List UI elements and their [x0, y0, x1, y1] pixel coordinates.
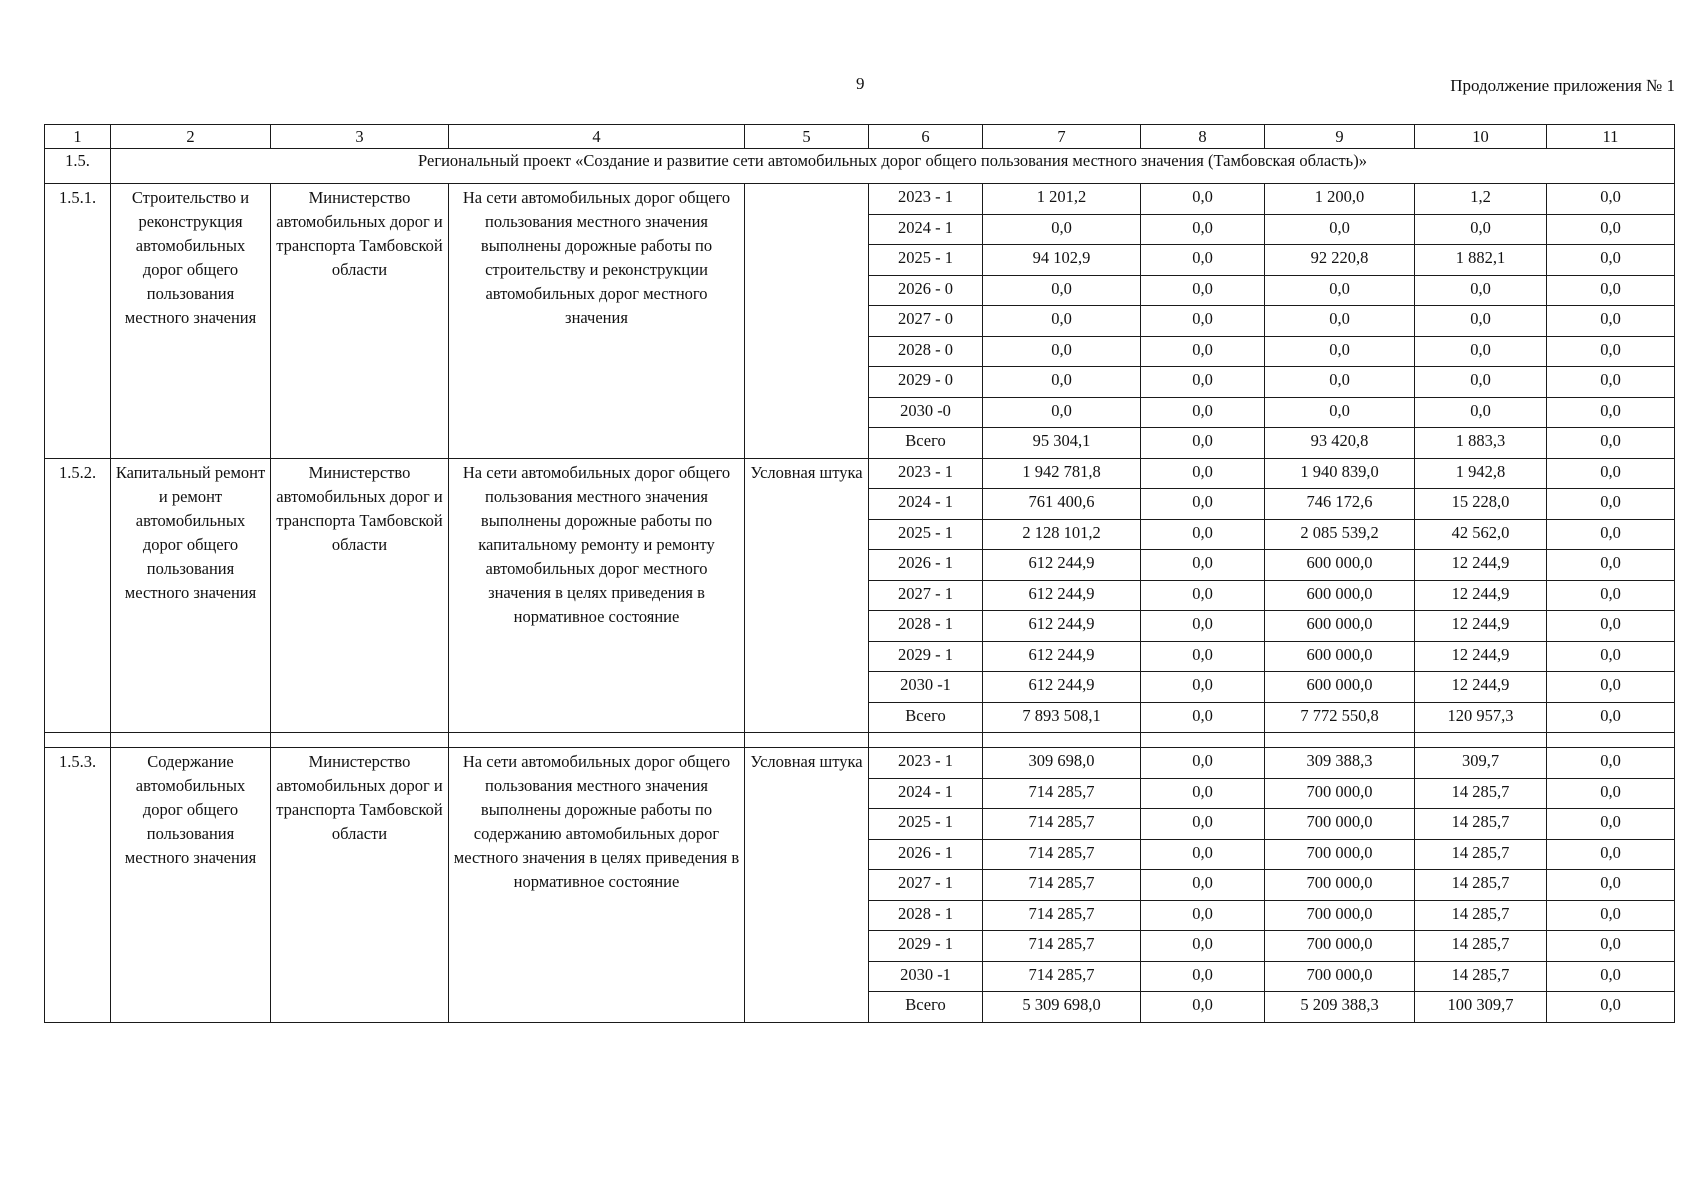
regional-cell: 0,0	[1265, 336, 1415, 367]
total-cell: 0,0	[983, 397, 1141, 428]
section-result: На сети автомобильных дорог общего пользования местного значения выполнены дорожные работы по капитальному ремонту и ремонту автомобильных дорог местного значения в целях приведения в нормативное состояние	[449, 458, 745, 733]
regional-cell: 1 200,0	[1265, 184, 1415, 215]
total-cell: 1 201,2	[983, 184, 1141, 215]
regional-cell: 600 000,0	[1265, 580, 1415, 611]
project-code: 1.5.	[45, 149, 111, 184]
total-cell: 1 942 781,8	[983, 458, 1141, 489]
year-cell: 2025 - 1	[869, 809, 983, 840]
year-cell: 2024 - 1	[869, 214, 983, 245]
other-cell: 0,0	[1547, 519, 1675, 550]
local-cell: 42 562,0	[1415, 519, 1547, 550]
section-result: На сети автомобильных дорог общего пользования местного значения выполнены дорожные работы по строительству и реконструкции автомобильных дорог местного значения	[449, 184, 745, 459]
year-cell: 2025 - 1	[869, 519, 983, 550]
other-cell: 0,0	[1547, 245, 1675, 276]
local-cell: 1 942,8	[1415, 458, 1547, 489]
other-cell: 0,0	[1547, 550, 1675, 581]
year-cell: Всего	[869, 702, 983, 733]
column-number: 7	[983, 125, 1141, 149]
local-cell: 12 244,9	[1415, 641, 1547, 672]
year-cell: 2024 - 1	[869, 778, 983, 809]
year-cell: 2030 -1	[869, 961, 983, 992]
local-cell: 14 285,7	[1415, 870, 1547, 901]
regional-cell: 309 388,3	[1265, 748, 1415, 779]
total-cell: 0,0	[983, 275, 1141, 306]
year-cell: 2023 - 1	[869, 184, 983, 215]
regional-cell: 1 940 839,0	[1265, 458, 1415, 489]
federal-cell: 0,0	[1141, 641, 1265, 672]
local-cell: 1,2	[1415, 184, 1547, 215]
regional-cell: 700 000,0	[1265, 778, 1415, 809]
total-cell: 7 893 508,1	[983, 702, 1141, 733]
regional-cell: 0,0	[1265, 275, 1415, 306]
total-cell: 309 698,0	[983, 748, 1141, 779]
continuation-title: Продолжение приложения № 1	[1450, 76, 1675, 95]
local-cell: 309,7	[1415, 748, 1547, 779]
federal-cell: 0,0	[1141, 931, 1265, 962]
section-unit: Условная штука	[745, 458, 869, 733]
regional-cell: 600 000,0	[1265, 611, 1415, 642]
section-name: Содержание автомобильных дорог общего пользования местного значения	[111, 748, 271, 1023]
federal-cell: 0,0	[1141, 519, 1265, 550]
other-cell: 0,0	[1547, 900, 1675, 931]
federal-cell: 0,0	[1141, 184, 1265, 215]
federal-cell: 0,0	[1141, 336, 1265, 367]
federal-cell: 0,0	[1141, 870, 1265, 901]
federal-cell: 0,0	[1141, 214, 1265, 245]
year-cell: 2028 - 1	[869, 611, 983, 642]
federal-cell: 0,0	[1141, 275, 1265, 306]
regional-cell: 700 000,0	[1265, 961, 1415, 992]
regional-cell: 92 220,8	[1265, 245, 1415, 276]
total-cell: 0,0	[983, 306, 1141, 337]
federal-cell: 0,0	[1141, 672, 1265, 703]
local-cell: 14 285,7	[1415, 778, 1547, 809]
year-cell: 2029 - 1	[869, 931, 983, 962]
section-name: Капитальный ремонт и ремонт автомобильных дорог общего пользования местного значения	[111, 458, 271, 733]
total-cell: 714 285,7	[983, 931, 1141, 962]
regional-cell: 700 000,0	[1265, 809, 1415, 840]
page-number: 9	[856, 74, 865, 93]
local-cell: 0,0	[1415, 367, 1547, 398]
regional-cell: 5 209 388,3	[1265, 992, 1415, 1023]
year-cell: 2026 - 0	[869, 275, 983, 306]
spacer-cell	[983, 733, 1141, 748]
year-cell: 2030 -1	[869, 672, 983, 703]
column-number: 2	[111, 125, 271, 149]
column-number: 10	[1415, 125, 1547, 149]
year-cell: 2025 - 1	[869, 245, 983, 276]
total-cell: 612 244,9	[983, 641, 1141, 672]
federal-cell: 0,0	[1141, 580, 1265, 611]
spacer-cell	[449, 733, 745, 748]
local-cell: 0,0	[1415, 397, 1547, 428]
total-cell: 612 244,9	[983, 580, 1141, 611]
other-cell: 0,0	[1547, 778, 1675, 809]
year-cell: 2029 - 1	[869, 641, 983, 672]
total-cell: 5 309 698,0	[983, 992, 1141, 1023]
federal-cell: 0,0	[1141, 367, 1265, 398]
regional-cell: 746 172,6	[1265, 489, 1415, 520]
total-cell: 714 285,7	[983, 839, 1141, 870]
spacer-cell	[1141, 733, 1265, 748]
federal-cell: 0,0	[1141, 900, 1265, 931]
federal-cell: 0,0	[1141, 550, 1265, 581]
year-cell: 2030 -0	[869, 397, 983, 428]
federal-cell: 0,0	[1141, 489, 1265, 520]
other-cell: 0,0	[1547, 809, 1675, 840]
federal-cell: 0,0	[1141, 961, 1265, 992]
row-spacer	[45, 733, 1675, 748]
column-number: 1	[45, 125, 111, 149]
local-cell: 0,0	[1415, 275, 1547, 306]
local-cell: 14 285,7	[1415, 961, 1547, 992]
section-code: 1.5.3.	[45, 748, 111, 1023]
total-cell: 0,0	[983, 367, 1141, 398]
other-cell: 0,0	[1547, 489, 1675, 520]
section-name: Строительство и реконструкция автомобильных дорог общего пользования местного значения	[111, 184, 271, 459]
local-cell: 14 285,7	[1415, 900, 1547, 931]
other-cell: 0,0	[1547, 306, 1675, 337]
section-result: На сети автомобильных дорог общего пользования местного значения выполнены дорожные работы по содержанию автомобильных дорог местного значения в целях приведения в нормативное состояние	[449, 748, 745, 1023]
other-cell: 0,0	[1547, 992, 1675, 1023]
local-cell: 12 244,9	[1415, 550, 1547, 581]
column-number: 6	[869, 125, 983, 149]
local-cell: 12 244,9	[1415, 580, 1547, 611]
local-cell: 0,0	[1415, 214, 1547, 245]
other-cell: 0,0	[1547, 397, 1675, 428]
column-number: 11	[1547, 125, 1675, 149]
federal-cell: 0,0	[1141, 839, 1265, 870]
federal-cell: 0,0	[1141, 748, 1265, 779]
regional-cell: 700 000,0	[1265, 870, 1415, 901]
column-number: 5	[745, 125, 869, 149]
spacer-cell	[745, 733, 869, 748]
total-cell: 714 285,7	[983, 870, 1141, 901]
local-cell: 1 883,3	[1415, 428, 1547, 459]
local-cell: 12 244,9	[1415, 611, 1547, 642]
other-cell: 0,0	[1547, 184, 1675, 215]
project-title: Региональный проект «Создание и развитие сети автомобильных дорог общего пользования местного значения (Тамбовская область)»	[111, 149, 1675, 184]
year-cell: 2023 - 1	[869, 748, 983, 779]
column-number: 9	[1265, 125, 1415, 149]
local-cell: 1 882,1	[1415, 245, 1547, 276]
table-row	[45, 458, 1675, 489]
year-cell: 2027 - 1	[869, 580, 983, 611]
section-code: 1.5.1.	[45, 184, 111, 459]
column-number: 8	[1141, 125, 1265, 149]
total-cell: 94 102,9	[983, 245, 1141, 276]
regional-cell: 0,0	[1265, 397, 1415, 428]
year-cell: 2026 - 1	[869, 550, 983, 581]
year-cell: 2027 - 0	[869, 306, 983, 337]
appendix-table	[44, 124, 1675, 1023]
regional-cell: 700 000,0	[1265, 931, 1415, 962]
column-number: 4	[449, 125, 745, 149]
federal-cell: 0,0	[1141, 702, 1265, 733]
spacer-cell	[869, 733, 983, 748]
year-cell: 2028 - 0	[869, 336, 983, 367]
section-executor: Министерство автомобильных дорог и транспорта Тамбовской области	[271, 748, 449, 1023]
total-cell: 761 400,6	[983, 489, 1141, 520]
spacer-cell	[1547, 733, 1675, 748]
local-cell: 14 285,7	[1415, 809, 1547, 840]
section-executor: Министерство автомобильных дорог и транспорта Тамбовской области	[271, 458, 449, 733]
total-cell: 612 244,9	[983, 672, 1141, 703]
total-cell: 714 285,7	[983, 900, 1141, 931]
federal-cell: 0,0	[1141, 809, 1265, 840]
other-cell: 0,0	[1547, 336, 1675, 367]
year-cell: Всего	[869, 992, 983, 1023]
year-cell: 2024 - 1	[869, 489, 983, 520]
local-cell: 15 228,0	[1415, 489, 1547, 520]
section-unit	[745, 184, 869, 459]
other-cell: 0,0	[1547, 214, 1675, 245]
regional-cell: 600 000,0	[1265, 550, 1415, 581]
total-cell: 2 128 101,2	[983, 519, 1141, 550]
section-unit: Условная штука	[745, 748, 869, 1023]
year-cell: 2026 - 1	[869, 839, 983, 870]
other-cell: 0,0	[1547, 672, 1675, 703]
federal-cell: 0,0	[1141, 245, 1265, 276]
regional-cell: 600 000,0	[1265, 641, 1415, 672]
federal-cell: 0,0	[1141, 306, 1265, 337]
total-cell: 0,0	[983, 214, 1141, 245]
local-cell: 0,0	[1415, 336, 1547, 367]
regional-cell: 700 000,0	[1265, 839, 1415, 870]
other-cell: 0,0	[1547, 839, 1675, 870]
federal-cell: 0,0	[1141, 428, 1265, 459]
total-cell: 714 285,7	[983, 778, 1141, 809]
spacer-cell	[45, 733, 111, 748]
spacer-cell	[271, 733, 449, 748]
regional-cell: 0,0	[1265, 367, 1415, 398]
project-row	[45, 149, 1675, 184]
spacer-cell	[1265, 733, 1415, 748]
local-cell: 100 309,7	[1415, 992, 1547, 1023]
federal-cell: 0,0	[1141, 458, 1265, 489]
regional-cell: 0,0	[1265, 214, 1415, 245]
table-row	[45, 184, 1675, 215]
table-row	[45, 748, 1675, 779]
total-cell: 714 285,7	[983, 961, 1141, 992]
year-cell: 2029 - 0	[869, 367, 983, 398]
regional-cell: 700 000,0	[1265, 900, 1415, 931]
year-cell: 2028 - 1	[869, 900, 983, 931]
other-cell: 0,0	[1547, 275, 1675, 306]
other-cell: 0,0	[1547, 580, 1675, 611]
other-cell: 0,0	[1547, 458, 1675, 489]
other-cell: 0,0	[1547, 428, 1675, 459]
other-cell: 0,0	[1547, 611, 1675, 642]
year-cell: 2023 - 1	[869, 458, 983, 489]
total-cell: 714 285,7	[983, 809, 1141, 840]
other-cell: 0,0	[1547, 702, 1675, 733]
local-cell: 0,0	[1415, 306, 1547, 337]
year-cell: Всего	[869, 428, 983, 459]
local-cell: 14 285,7	[1415, 839, 1547, 870]
other-cell: 0,0	[1547, 870, 1675, 901]
local-cell: 14 285,7	[1415, 931, 1547, 962]
other-cell: 0,0	[1547, 961, 1675, 992]
regional-cell: 93 420,8	[1265, 428, 1415, 459]
section-executor: Министерство автомобильных дорог и транспорта Тамбовской области	[271, 184, 449, 459]
other-cell: 0,0	[1547, 367, 1675, 398]
column-number-row	[45, 125, 1675, 149]
federal-cell: 0,0	[1141, 611, 1265, 642]
total-cell: 95 304,1	[983, 428, 1141, 459]
regional-cell: 7 772 550,8	[1265, 702, 1415, 733]
regional-cell: 0,0	[1265, 306, 1415, 337]
total-cell: 0,0	[983, 336, 1141, 367]
spacer-cell	[111, 733, 271, 748]
other-cell: 0,0	[1547, 641, 1675, 672]
local-cell: 120 957,3	[1415, 702, 1547, 733]
local-cell: 12 244,9	[1415, 672, 1547, 703]
other-cell: 0,0	[1547, 748, 1675, 779]
column-number: 3	[271, 125, 449, 149]
regional-cell: 600 000,0	[1265, 672, 1415, 703]
federal-cell: 0,0	[1141, 778, 1265, 809]
year-cell: 2027 - 1	[869, 870, 983, 901]
federal-cell: 0,0	[1141, 992, 1265, 1023]
spacer-cell	[1415, 733, 1547, 748]
regional-cell: 2 085 539,2	[1265, 519, 1415, 550]
total-cell: 612 244,9	[983, 550, 1141, 581]
other-cell: 0,0	[1547, 931, 1675, 962]
federal-cell: 0,0	[1141, 397, 1265, 428]
section-code: 1.5.2.	[45, 458, 111, 733]
total-cell: 612 244,9	[983, 611, 1141, 642]
